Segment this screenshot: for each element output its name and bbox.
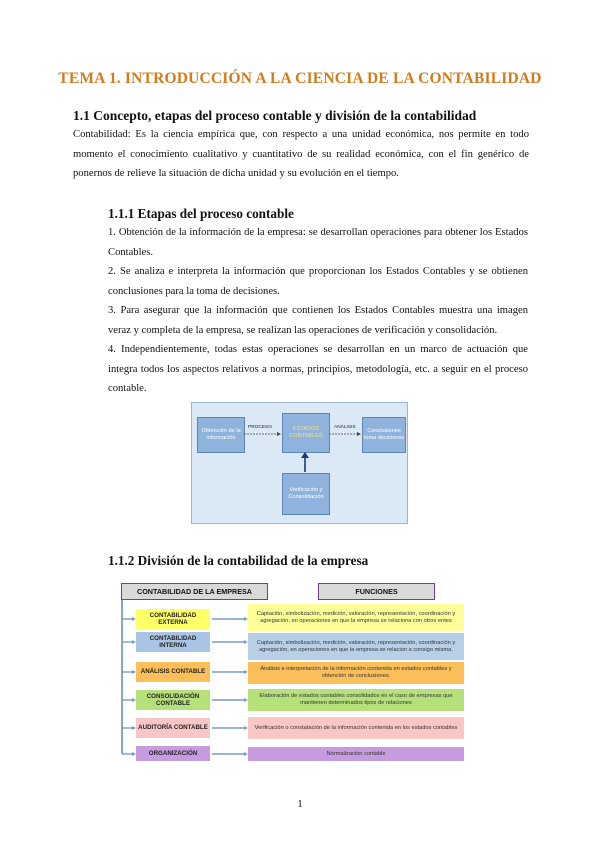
row-name-analisis: ANÁLISIS CONTABLE: [136, 662, 210, 682]
page-number: 1: [297, 798, 303, 810]
row-desc-organizacion: Normalización contable: [248, 747, 464, 761]
section-heading-1-1-2: 1.1.2 División de la contabilidad de la empresa: [108, 553, 369, 568]
flow-box-obtencion: Obtención de la información: [197, 417, 245, 453]
row-name-interna: CONTABILIDAD INTERNA: [136, 632, 210, 652]
row-desc-analisis: Análisis e interpretación de la información contenida en estados contables y obtención de conclusiones.: [248, 662, 464, 684]
flow-box-conclusiones: Conclusiones toma decisiones: [362, 417, 406, 453]
section-heading-1-1: 1.1 Concepto, etapas del proceso contable y división de la contabilidad: [73, 108, 477, 123]
step-2: 2. Se analiza e interpreta la información que proporcionan los Estados Contables y se obtienen conclusiones para la toma de decisiones.: [108, 266, 528, 297]
intro-paragraph: Contabilidad: Es la ciencia empírica que, con respecto a una unidad económica, nos permite en todo momento el conocimiento cualitativo y cuantitativo de su realidad económica, con el fin genérico de ponernos de relieve la situación de dicha unidad y su evolución en el tiempo.: [73, 129, 529, 179]
document-title: TEMA 1. INTRODUCCIÓN A LA CIENCIA DE LA CONTABILIDAD: [58, 70, 542, 87]
row-name-organizacion: ORGANIZACIÓN: [136, 746, 210, 761]
flow-arrows: [192, 403, 407, 523]
division-diagram: [106, 581, 486, 771]
row-name-auditoria: AUDITORÍA CONTABLE: [136, 718, 210, 738]
flow-box-estados: ESTADOS CONTABLES: [282, 413, 330, 453]
header-funciones: FUNCIONES: [318, 583, 435, 600]
row-desc-consolidacion: Elaboración de estados contables consolidados en el caso de empresas que mantienen determinados tipos de relaciones: [248, 689, 464, 711]
row-desc-interna: Captación, simbolización, medición, valoración, representación, coordinación y agregación, en operaciones en que la empresa se relacion a consigo misma.: [248, 633, 464, 660]
step-3: 3. Para asegurar que la información que contienen los Estados Contables muestra una imagen veraz y completa de la empresa, se realizan las operaciones de verificación y consolidación.: [108, 305, 528, 336]
row-desc-auditoria: Verificación o constatación de la información contenida en los estados contables: [248, 717, 464, 739]
step-4: 4. Independientemente, todas estas operaciones se desarrollan en un marco de actuación que integra todos los aspectos relativos a normas, principios, metodología, etc. a seguir en el proceso contable.: [108, 344, 528, 394]
row-name-consolidacion: CONSOLIDACIÓN CONTABLE: [136, 690, 210, 710]
row-name-externa: CONTABILIDAD EXTERNA: [136, 609, 210, 629]
flow-box-verificacion: Verificación y Consolidación: [282, 473, 330, 515]
header-contabilidad-empresa: CONTABILIDAD DE LA EMPRESA: [121, 583, 268, 600]
arrow-label-proceso: PROCESO: [248, 425, 272, 430]
process-flow-diagram: [191, 402, 408, 524]
arrow-label-analisis: ANÁLISIS: [334, 425, 356, 430]
step-1: 1. Obtención de la información de la empresa: se desarrollan operaciones para obtener los Estados Contables.: [108, 227, 528, 258]
row-desc-externa: Captación, simbolización, medición, valoración, representación, coordinación y agregación, en operaciones en que la empresa se relaciona con otros entes: [248, 604, 464, 631]
section-heading-1-1-1: 1.1.1 Etapas del proceso contable: [108, 206, 294, 221]
